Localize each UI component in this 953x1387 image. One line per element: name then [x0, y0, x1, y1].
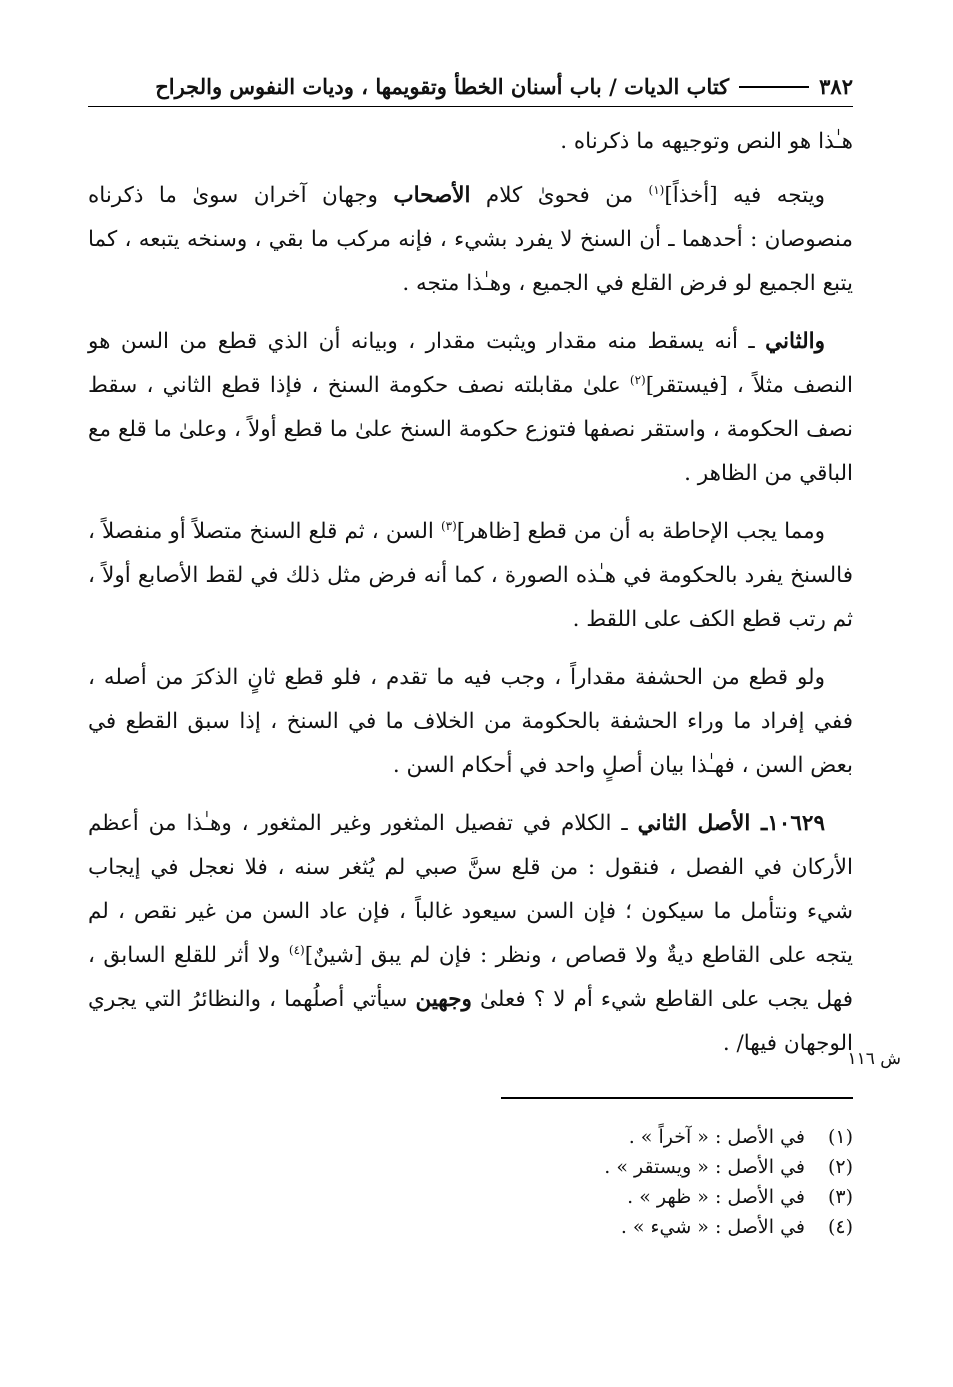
footnote-ref[interactable]: (١) [648, 182, 665, 197]
running-header [88, 66, 853, 107]
footnote [353, 1152, 853, 1182]
footnote-number: (٣) [827, 1186, 853, 1208]
footnotes [353, 1122, 853, 1242]
header-title: كتاب الديات / باب أسنان الخطأ وتقويمها ، وديات النفوس والجراح [155, 73, 730, 99]
paragraph [88, 320, 853, 496]
paragraph-text: ـ أنه يسقط منه مقدار ويثبت مقدار ، وبيانه أن الذي قطع من السن هو النصف مثلاً ، [فيستقر] [88, 329, 854, 398]
header-dash [739, 86, 809, 88]
footnote-text: في الأصل : « ويستقر » . [604, 1156, 805, 1178]
page-number: ٣٨٢ [819, 73, 853, 99]
footnote [353, 1122, 853, 1152]
footnote-separator [501, 1097, 853, 1099]
paragraph [88, 510, 853, 642]
paragraph-text: ومما يجب الإحاطة به أن من قطع [ظاهر] [456, 519, 825, 544]
bold-term: والثاني [765, 329, 825, 354]
paragraph-text: من فحوىٰ كلام [470, 183, 649, 208]
footnote-ref[interactable]: (٤) [288, 942, 305, 957]
footnote-ref[interactable]: (٣) [440, 518, 457, 533]
footnote [353, 1182, 853, 1212]
paragraph-text: السن ، ثم قلع السنخ متصلاً أو منفصلاً ، فالسنخ يفرد بالحكومة في هـٰذه الصورة ، كما أنه فرض مثل ذلك في لقط الأصابع أولاً ، ثم رتب قطع الكف على اللقط . [88, 519, 853, 632]
footnote-number: (٤) [827, 1216, 853, 1238]
paragraph-text: ولا أثر للقلع السابق ، فهل يجب على القاطع شيء أم لا ؟ فعلىٰ [88, 943, 853, 1012]
paragraph-text: علىٰ مقابلته نصف حكومة السنخ ، فإذا قطع الثاني ، سقط نصف الحكومة ، واستقر نصفها فتوزع حكومة السنخ علىٰ ما قطع أولاً ، وعلىٰ ما قلع مع الباقي من الظاهر . [88, 373, 853, 486]
bold-term: الأصحاب [393, 183, 471, 208]
bold-term: وجهين [415, 987, 472, 1012]
paragraph [88, 120, 853, 164]
paragraph [88, 174, 853, 306]
paragraph-text: ـ الكلام في تفصيل المثغور وغير المثغور ، وهـٰذا من أعظم الأركان في الفصل ، فنقول : من قلع سنَّ صبي لم يُثغر سنه ، فلا نعجل في إيجاب شيء ونتأمل ما سيكون ؛ فإن السن سيعود غالباً ، فإن عاد السن من غير نقص ، لم يتجه على القاطع ديةٌ ولا قصاص ، ونظر : فإن لم يبق [شينٌ] [88, 811, 853, 968]
paragraph-text: سيأتي أصلُهما ، والنظائرُ التي يجري الوجهان فيها/ . [88, 987, 853, 1056]
footnote-number: (٢) [827, 1156, 853, 1178]
margin-note: ش ١١٦ [847, 1049, 901, 1069]
main-text [88, 120, 853, 1080]
paragraph-text: ولو قطع من الحشفة مقداراً ، وجب فيه ما تقدم ، فلو قطع ثانٍ الذكرَ من أصله ، ففي إفراد ما وراء الحشفة بالحكومة من الخلاف ما في السنخ ، إذا سبق القطع في بعض السن ، فهـٰذا بيان أصلٍ واحد في أحكام السن . [88, 665, 853, 778]
paragraph-text: هـٰذا هو النص وتوجيهه ما ذكرناه . [560, 129, 853, 154]
paragraph [88, 802, 853, 1066]
footnote-text: في الأصل : « آخراً » . [628, 1126, 805, 1148]
footnote-text: في الأصل : « شيء » . [620, 1216, 805, 1238]
footnote-number: (١) [827, 1126, 853, 1148]
paragraph-text: وجهان آخران سوىٰ ما ذكرناه منصوصان : أحدهما ـ أن السنخ لا يفرد بشيء ، فإنه مركب ما بقي ، وسنخه يتبعه ، كما يتبع الجميع لو فرض القلع في الجميع ، وهـٰذا متجه . [88, 183, 853, 296]
footnote-text: في الأصل : « ظهر » . [627, 1186, 805, 1208]
paragraph [88, 656, 853, 788]
footnote-ref[interactable]: (٢) [629, 372, 646, 387]
footnote [353, 1212, 853, 1242]
section-heading: ١٠٦٢٩ـ الأصل الثاني [637, 811, 825, 836]
paragraph-text: ويتجه فيه [أخذاً] [664, 183, 825, 208]
